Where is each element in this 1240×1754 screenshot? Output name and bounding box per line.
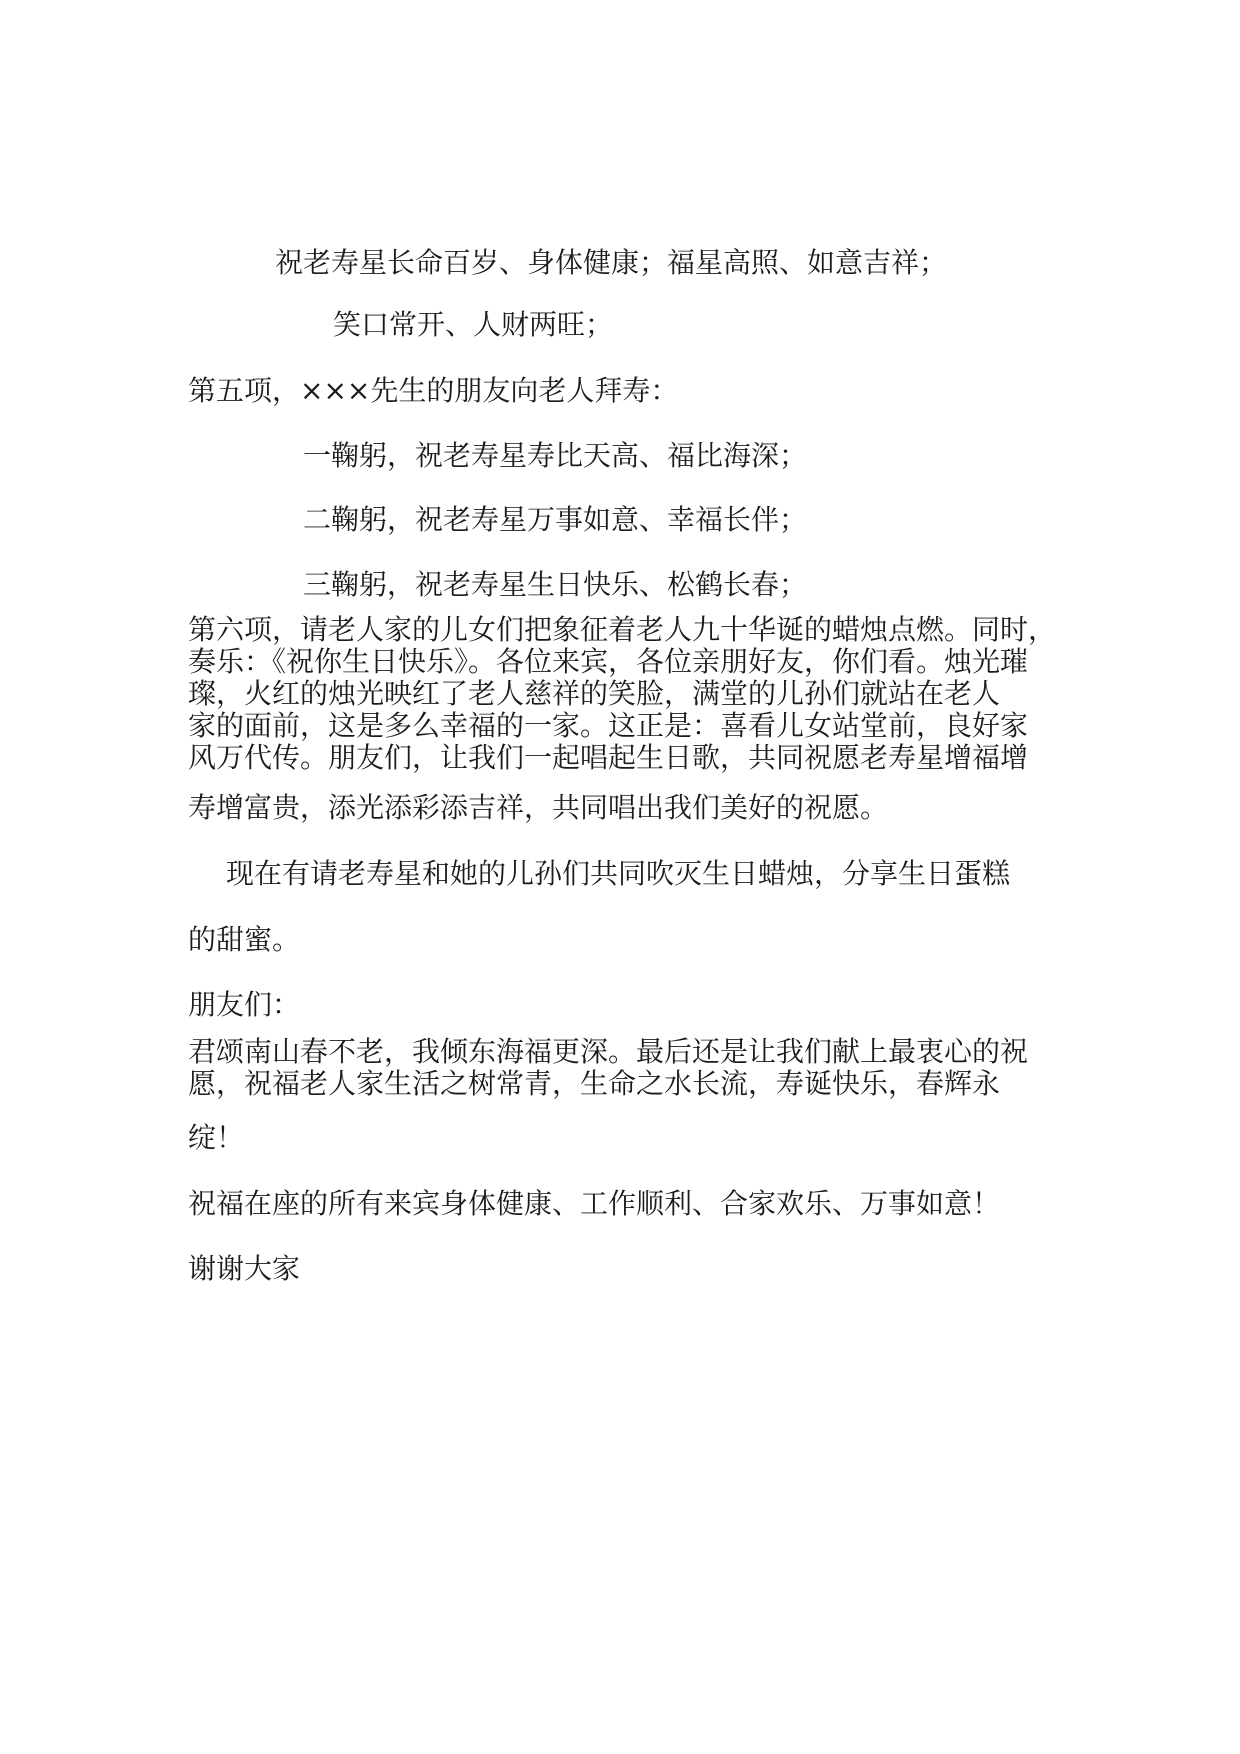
thanks-line: 谢谢大家: [188, 1252, 301, 1285]
closing-line: 君颂南山春不老，我倾东海福更深。最后还是让我们献上最衷心的祝: [188, 1035, 1029, 1068]
candle-line-1: 现在有请老寿星和她的儿孙们共同吹灭生日蜡烛，分享生日蛋糕: [226, 857, 1011, 890]
item6-line: 奏乐：《祝你生日快乐》。各位来宾，各位亲朋好友，你们看。烛光璀: [188, 645, 1029, 678]
item6-tail: 寿增富贵，添光添彩添吉祥，共同唱出我们美好的祝愿。: [188, 791, 889, 824]
bow-line-2: 二鞠躬，祝老寿星万事如意、幸福长伴；: [303, 503, 808, 536]
item6-line: 家的面前，这是多么幸福的一家。这正是：喜看儿女站堂前，良好家: [188, 709, 1029, 742]
blessing-line-2: 笑口常开、人财两旺；: [333, 308, 614, 341]
blessing-line-1: 祝老寿星长命百岁、身体健康；福星高照、如意吉祥；: [275, 246, 948, 279]
friends-greeting: 朋友们：: [188, 988, 301, 1021]
closing-line: 愿，祝福老人家生活之树常青，生命之水长流，寿诞快乐，春辉永: [188, 1067, 1001, 1100]
item6-line: 璨，火红的烛光映红了老人慈祥的笑脸，满堂的儿孙们就站在老人: [188, 677, 1001, 710]
closing-paragraph: [188, 1036, 1048, 1100]
item5-title: 第五项，×××先生的朋友向老人拜寿：: [188, 374, 679, 407]
guests-blessing: 祝福在座的所有来宾身体健康、工作顺利、合家欢乐、万事如意！: [188, 1187, 1001, 1220]
item6-paragraph: [188, 613, 1057, 774]
item6-line: 第六项，请老人家的儿女们把象征着老人九十华诞的蜡烛点燃。同时，: [188, 613, 1057, 646]
bow-line-1: 一鞠躬，祝老寿星寿比天高、福比海深；: [303, 439, 808, 472]
candle-line-2: 的甜蜜。: [188, 923, 301, 956]
bow-line-3: 三鞠躬，祝老寿星生日快乐、松鹤长春；: [303, 568, 808, 601]
item6-line: 风万代传。朋友们，让我们一起唱起生日歌，共同祝愿老寿星增福增: [188, 741, 1029, 774]
closing-tail: 绽！: [188, 1121, 245, 1154]
